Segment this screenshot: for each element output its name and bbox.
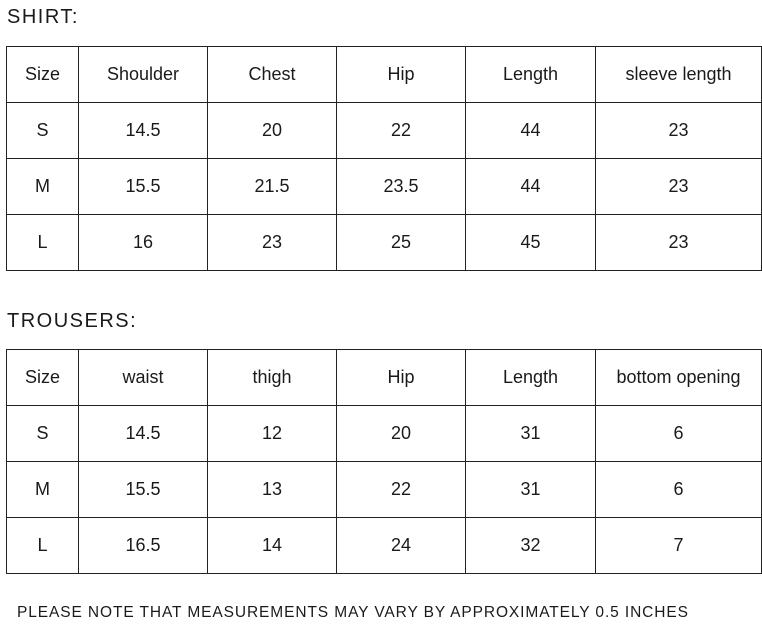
table-cell: 44 xyxy=(466,103,596,159)
column-header-length: Length xyxy=(466,350,596,406)
table-cell: 7 xyxy=(596,518,762,574)
table-cell: S xyxy=(7,406,79,462)
column-header-waist: waist xyxy=(79,350,208,406)
table-cell: 32 xyxy=(466,518,596,574)
table-cell: 23 xyxy=(596,159,762,215)
table-cell: 20 xyxy=(337,406,466,462)
table-cell: 22 xyxy=(337,462,466,518)
column-header-hip: Hip xyxy=(337,47,466,103)
table-cell: 15.5 xyxy=(79,462,208,518)
table-cell: M xyxy=(7,462,79,518)
table-cell: 23 xyxy=(596,103,762,159)
table-row xyxy=(7,159,762,215)
table-cell: 23 xyxy=(596,215,762,271)
measurement-note: PLEASE NOTE THAT MEASUREMENTS MAY VARY BY APPROXIMATELY 0.5 INCHES xyxy=(17,604,689,621)
column-header-thigh: thigh xyxy=(208,350,337,406)
table-cell: 22 xyxy=(337,103,466,159)
table-cell: L xyxy=(7,518,79,574)
shirt-section-title: SHIRT: xyxy=(7,6,79,28)
table-row xyxy=(7,103,762,159)
table-row xyxy=(7,518,762,574)
table-cell: 6 xyxy=(596,406,762,462)
table-cell: 21.5 xyxy=(208,159,337,215)
table-row xyxy=(7,215,762,271)
table-cell: M xyxy=(7,159,79,215)
trousers-section-title: TROUSERS: xyxy=(7,310,138,332)
table-cell: 20 xyxy=(208,103,337,159)
table-header-row xyxy=(7,350,762,406)
table-cell: 15.5 xyxy=(79,159,208,215)
column-header-shoulder: Shoulder xyxy=(79,47,208,103)
table-cell: 12 xyxy=(208,406,337,462)
column-header-bottom-opening: bottom opening xyxy=(596,350,762,406)
column-header-size: Size xyxy=(7,350,79,406)
table-cell: 25 xyxy=(337,215,466,271)
table-cell: 16 xyxy=(79,215,208,271)
column-header-size: Size xyxy=(7,47,79,103)
table-cell: 13 xyxy=(208,462,337,518)
table-cell: 14 xyxy=(208,518,337,574)
table-cell: 45 xyxy=(466,215,596,271)
table-cell: 16.5 xyxy=(79,518,208,574)
column-header-chest: Chest xyxy=(208,47,337,103)
column-header-length: Length xyxy=(466,47,596,103)
table-cell: 14.5 xyxy=(79,103,208,159)
table-cell: 31 xyxy=(466,406,596,462)
table-cell: 23.5 xyxy=(337,159,466,215)
table-cell: S xyxy=(7,103,79,159)
trousers-size-table xyxy=(6,349,762,574)
table-cell: 44 xyxy=(466,159,596,215)
table-cell: 31 xyxy=(466,462,596,518)
table-cell: 23 xyxy=(208,215,337,271)
column-header-sleeve-length: sleeve length xyxy=(596,47,762,103)
table-header-row xyxy=(7,47,762,103)
table-cell: 14.5 xyxy=(79,406,208,462)
table-cell: 24 xyxy=(337,518,466,574)
table-row xyxy=(7,462,762,518)
table-cell: 6 xyxy=(596,462,762,518)
table-row xyxy=(7,406,762,462)
table-cell: L xyxy=(7,215,79,271)
shirt-size-table xyxy=(6,46,762,271)
column-header-hip: Hip xyxy=(337,350,466,406)
